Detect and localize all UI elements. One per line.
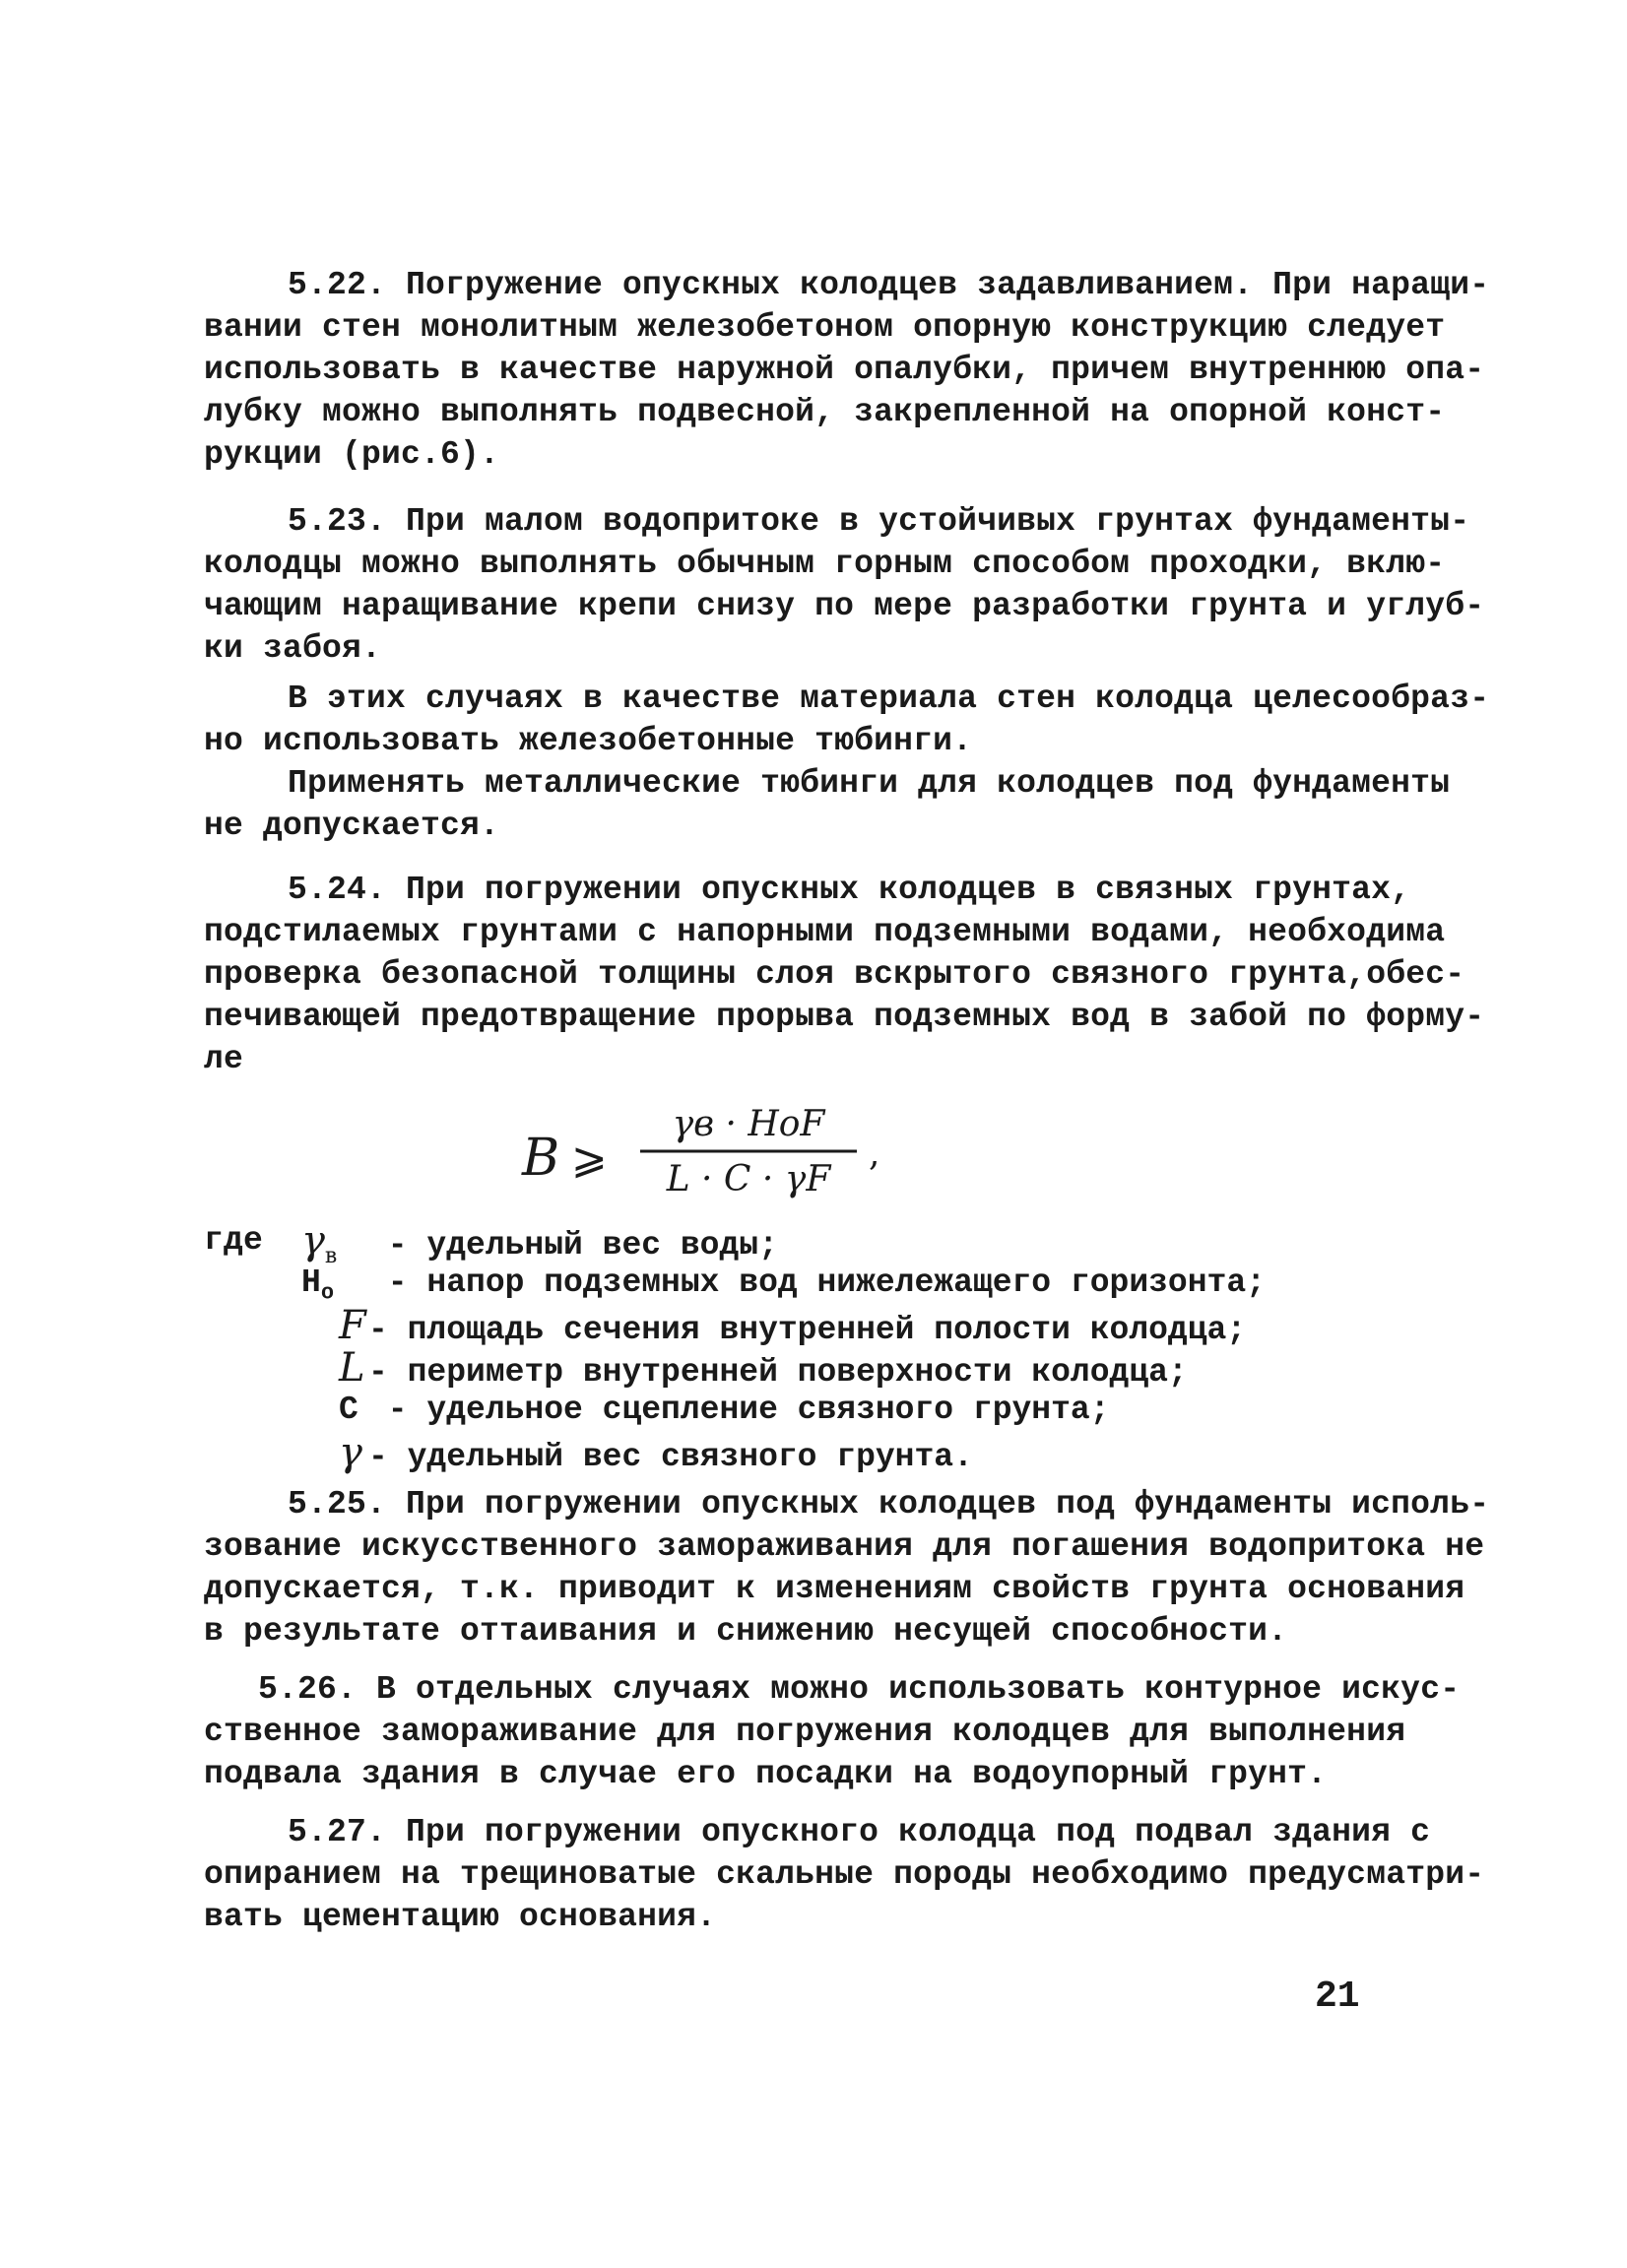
legend-text: - напор подземных вод нижележащего горизонта; <box>368 1264 1266 1301</box>
text-line: проверка безопасной толщины слоя вскрытого связного грунта,обес- <box>204 956 1465 993</box>
text-line: 5.26. В отдельных случаях можно использовать контурное искус- <box>258 1671 1461 1708</box>
legend-text: - периметр внутренней поверхности колодца; <box>368 1354 1188 1391</box>
legend-text: - удельный вес воды; <box>368 1227 778 1264</box>
formula-denominator: L · C · γF <box>666 1159 831 1199</box>
text-line: чающим наращивание крепи снизу по мере разработки грунта и углуб- <box>204 588 1485 624</box>
legend-item <box>301 1430 973 1477</box>
legend-symbol: C <box>339 1392 358 1428</box>
text-line: 5.25. При погружении опускных колодцев под фундаменты исполь- <box>288 1486 1490 1523</box>
text-line: ле <box>204 1041 244 1077</box>
text-line: 5.24. При погружении опускных колодцев в связных грунтах, <box>288 872 1411 908</box>
text-line: вать цементацию основания. <box>204 1899 717 1935</box>
legend-item <box>301 1345 1188 1393</box>
legend-symbol: F <box>339 1303 366 1348</box>
legend-symbol: L <box>339 1345 365 1391</box>
text-line: ственное замораживание для погружения колодцев для выполнения <box>204 1714 1406 1750</box>
text-line: колодцы можно выполнять обычным горным способом проходки, вклю- <box>204 546 1446 582</box>
text-line: но использовать железобетонные тюбинги. <box>204 723 973 759</box>
legend-item <box>301 1303 1247 1350</box>
legend-text: - удельное сцепление связного грунта; <box>368 1392 1110 1428</box>
text-line: вании стен монолитным железобетоном опорную конструкцию следует <box>204 309 1446 346</box>
legend-symbol: $H_o$ <box>301 1264 335 1306</box>
text-line: В этих случаях в качестве материала стен колодца целесообраз- <box>288 680 1490 717</box>
text-line: не допускается. <box>204 808 500 844</box>
text-line: ки забоя. <box>204 630 382 667</box>
legend-text: - площадь сечения внутренней полости колодца; <box>368 1312 1247 1348</box>
formula-trailing: , <box>869 1134 880 1174</box>
formula-numerator: γв · HoF <box>672 1104 825 1144</box>
where-label: где <box>204 1222 264 1259</box>
legend-item <box>301 1391 1110 1430</box>
text-line: лубку можно выполнять подвесной, закрепленной на опорной конст- <box>204 394 1446 430</box>
legend-text: - удельный вес связного грунта. <box>368 1439 973 1475</box>
text-line: 5.22. Погружение опускных колодцев задавливанием. При наращи- <box>288 267 1490 303</box>
text-line: Применять металлические тюбинги для колодцев под фундаменты <box>288 765 1451 802</box>
text-line: допускается, т.к. приводит к изменениям свойств грунта основания <box>204 1571 1465 1607</box>
text-line: рукции (рис.6). <box>204 436 500 473</box>
legend-symbol: γ <box>339 1430 362 1475</box>
formula-lhs: B <box>522 1129 560 1188</box>
formula <box>512 1088 906 1206</box>
text-line: 5.23. При малом водопритоке в устойчивых грунтах фундаменты- <box>288 503 1470 540</box>
text-line: зование искусственного замораживания для погашения водопритока не <box>204 1528 1485 1565</box>
text-line: опиранием на трещиноватые скальные породы необходимо предусматри- <box>204 1856 1485 1893</box>
text-line: 5.27. При погружении опускного колодца под подвал здания с <box>288 1814 1431 1850</box>
legend-symbol: $\gamma_в$ <box>301 1218 338 1268</box>
formula-relation: ⩾ <box>571 1134 608 1184</box>
text-line: печивающей предотвращение прорыва подземных вод в забой по форму- <box>204 999 1485 1035</box>
page-number: 21 <box>1315 1976 1360 2018</box>
text-line: использовать в качестве наружной опалубки, причем внутреннюю опа- <box>204 352 1485 388</box>
text-line: в результате оттаивания и снижению несущей способности. <box>204 1613 1288 1650</box>
text-line: подстилаемых грунтами с напорными подземными водами, необходима <box>204 914 1446 950</box>
text-line: подвала здания в случае его посадки на водоупорный грунт. <box>204 1756 1328 1792</box>
